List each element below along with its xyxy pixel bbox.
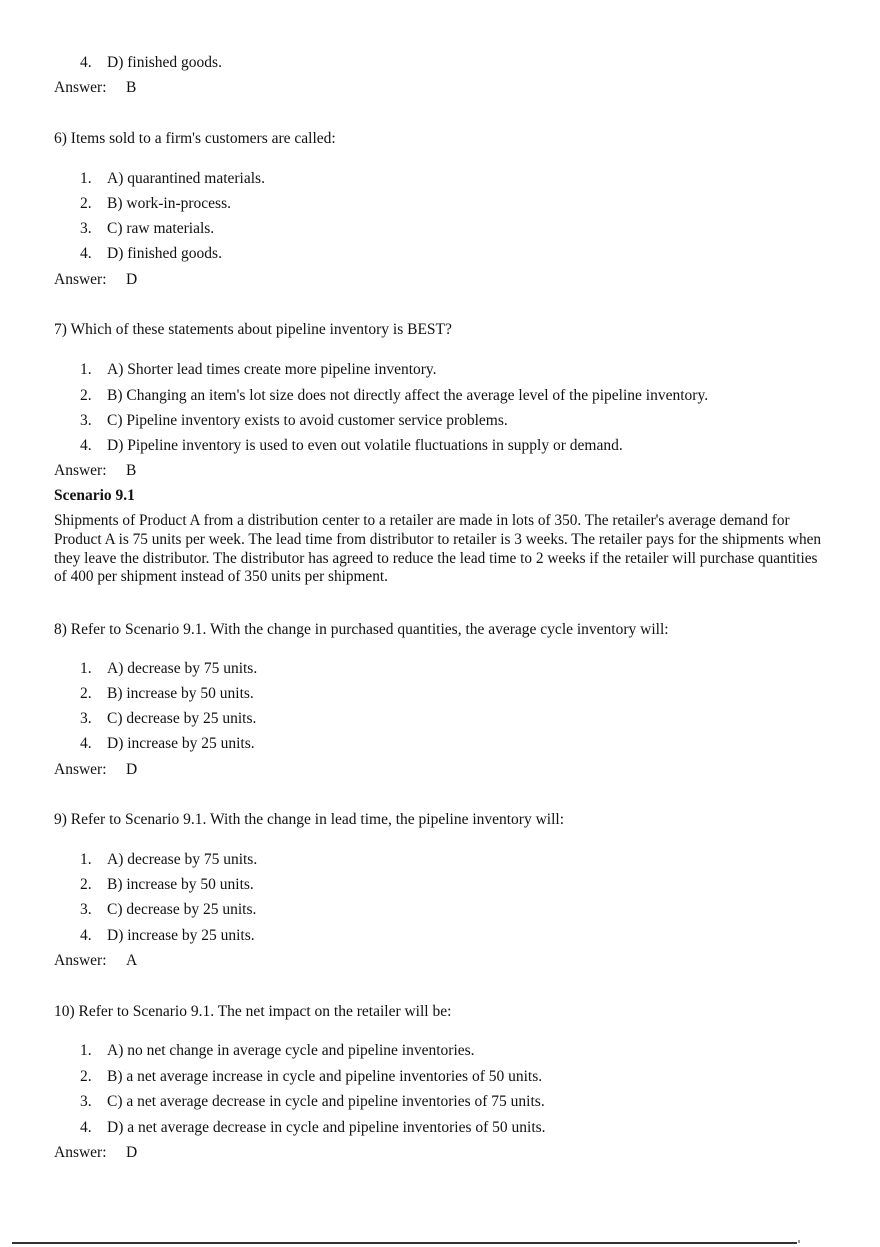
option-text: D) finished goods. bbox=[107, 54, 222, 71]
answer-label: Answer: bbox=[54, 1144, 107, 1161]
option-text: A) quarantined materials. bbox=[107, 170, 265, 187]
option-number: 3. bbox=[80, 901, 92, 918]
option-text: C) raw materials. bbox=[107, 220, 215, 237]
answer-label: Answer: bbox=[54, 79, 107, 96]
option-number: 1. bbox=[80, 1042, 92, 1059]
option-text: D) a net average decrease in cycle and pipeline inventories of 50 units. bbox=[107, 1119, 546, 1136]
option-text: C) decrease by 25 units. bbox=[107, 901, 257, 918]
option-text: A) decrease by 75 units. bbox=[107, 660, 258, 677]
option-number: 2. bbox=[80, 387, 92, 404]
option-text: A) no net change in average cycle and pipeline inventories. bbox=[107, 1042, 475, 1059]
answer-line bbox=[54, 1143, 137, 1163]
question-stem: 10) Refer to Scenario 9.1. The net impact on the retailer will be: bbox=[54, 1003, 452, 1020]
option-text: B) Changing an item's lot size does not directly affect the average level of the pipeline inventory. bbox=[107, 387, 709, 404]
option-text: B) increase by 50 units. bbox=[107, 685, 254, 702]
option-number: 1. bbox=[80, 660, 92, 677]
answer-value: D bbox=[126, 761, 138, 778]
option-number: 4. bbox=[80, 1119, 92, 1136]
option-text: B) work-in-process. bbox=[107, 195, 231, 212]
question-stem: 8) Refer to Scenario 9.1. With the change in purchased quantities, the average cycle inventory will: bbox=[54, 621, 669, 638]
option-number: 3. bbox=[80, 1093, 92, 1110]
option-text: D) finished goods. bbox=[107, 245, 222, 262]
answer-value: B bbox=[126, 79, 137, 96]
question-stem: 7) Which of these statements about pipeline inventory is BEST? bbox=[54, 321, 452, 338]
question-stem: 6) Items sold to a firm's customers are called: bbox=[54, 130, 336, 147]
option-text: D) increase by 25 units. bbox=[107, 927, 255, 944]
option-number: 3. bbox=[80, 220, 92, 237]
footer-divider bbox=[12, 1242, 797, 1244]
footer-mark bbox=[798, 1240, 800, 1243]
option-number: 3. bbox=[80, 710, 92, 727]
answer-value: D bbox=[126, 271, 138, 288]
answer-label: Answer: bbox=[54, 271, 107, 288]
option-number: 1. bbox=[80, 851, 92, 868]
option-number: 4. bbox=[80, 927, 92, 944]
answer-value: D bbox=[126, 1144, 138, 1161]
option-text: D) increase by 25 units. bbox=[107, 735, 255, 752]
question-stem: 9) Refer to Scenario 9.1. With the change in lead time, the pipeline inventory will: bbox=[54, 811, 565, 828]
option-number: 4. bbox=[80, 437, 92, 454]
answer-line bbox=[54, 78, 136, 98]
option-number: 3. bbox=[80, 412, 92, 429]
answer-label: Answer: bbox=[54, 952, 107, 969]
option-text: D) Pipeline inventory is used to even out volatile fluctuations in supply or demand. bbox=[107, 437, 623, 454]
answer-label: Answer: bbox=[54, 761, 107, 778]
option-text: A) decrease by 75 units. bbox=[107, 851, 258, 868]
option-number: 1. bbox=[80, 361, 92, 378]
option-number: 2. bbox=[80, 195, 92, 212]
option-text: C) decrease by 25 units. bbox=[107, 710, 257, 727]
answer-line bbox=[54, 461, 136, 481]
option-text: B) increase by 50 units. bbox=[107, 876, 254, 893]
option-number: 2. bbox=[80, 1068, 92, 1085]
option-number: 4. bbox=[80, 54, 92, 71]
option-text: C) a net average decrease in cycle and pipeline inventories of 75 units. bbox=[107, 1093, 545, 1110]
option-text: A) Shorter lead times create more pipeline inventory. bbox=[107, 361, 437, 378]
scenario-text: Shipments of Product A from a distribution center to a retailer are made in lots of 350. The retailer's average demand for Product A is 75 units per week. The lead time from distributor to retailer is 3 weeks. The retailer pays for the shipments when they leave the distributor. The distributor has agreed to reduce the lead time to 2 weeks if the retailer will purchase quantities of 400 per shipment instead of 350 units per shipment. bbox=[54, 512, 822, 586]
answer-line bbox=[54, 760, 137, 780]
option-number: 1. bbox=[80, 170, 92, 187]
option-number: 2. bbox=[80, 685, 92, 702]
option-number: 4. bbox=[80, 245, 92, 262]
answer-label: Answer: bbox=[54, 462, 107, 479]
option-text: C) Pipeline inventory exists to avoid customer service problems. bbox=[107, 412, 508, 429]
answer-line bbox=[54, 270, 137, 290]
answer-line bbox=[54, 951, 137, 971]
scenario-title: Scenario 9.1 bbox=[54, 487, 135, 504]
answer-value: B bbox=[126, 462, 137, 479]
answer-value: A bbox=[126, 952, 138, 969]
option-number: 4. bbox=[80, 735, 92, 752]
option-number: 2. bbox=[80, 876, 92, 893]
option-text: B) a net average increase in cycle and pipeline inventories of 50 units. bbox=[107, 1068, 543, 1085]
